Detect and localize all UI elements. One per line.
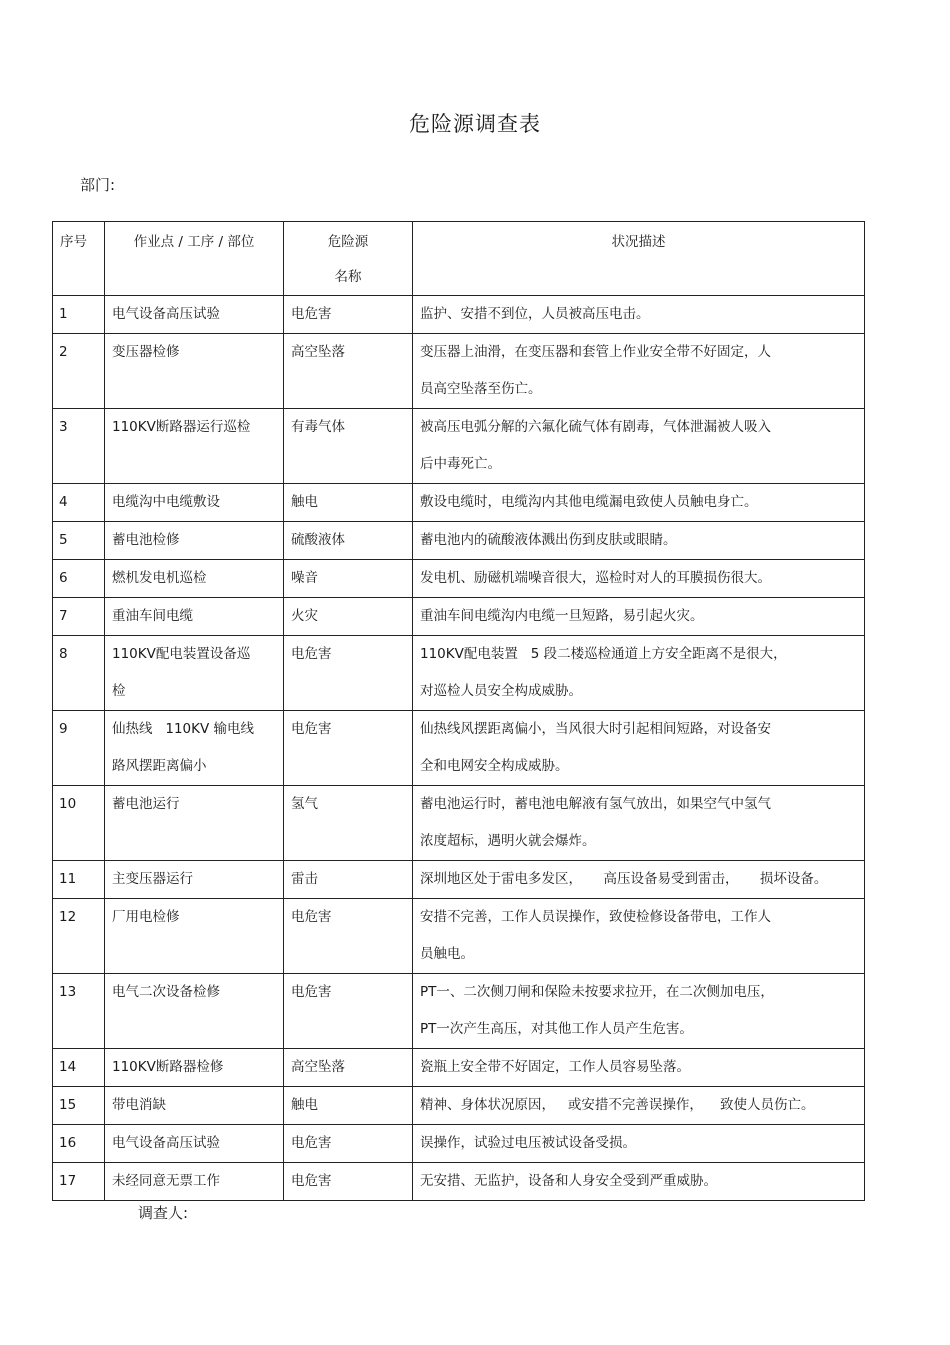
row-hazard: 电危害	[284, 1125, 413, 1163]
row-hazard: 电危害	[284, 899, 413, 974]
row-description: 110KV配电装置 5 段二楼巡检通道上方安全距离不是很大， 对巡检人员安全构成威胁。	[413, 636, 865, 711]
row-description: 精神、身体状况原因， 或安措不完善误操作， 致使人员伤亡。	[413, 1087, 865, 1125]
row-location: 电缆沟中电缆敷设	[105, 484, 284, 522]
row-location: 仙热线 110KV 输电线 路风摆距离偏小	[105, 711, 284, 786]
row-description: 无安措、无监护，设备和人身安全受到严重威胁。	[413, 1163, 865, 1201]
row-description: 敷设电缆时，电缆沟内其他电缆漏电致使人员触电身亡。	[413, 484, 865, 522]
col-header-location: 作业点 / 工序 / 部位	[105, 222, 284, 296]
col-header-hazard: 危险源 名称	[284, 222, 413, 296]
hazard-table	[52, 221, 865, 1201]
table-row	[53, 409, 865, 484]
row-location: 蓄电池运行	[105, 786, 284, 861]
row-description: 蓄电池运行时，蓄电池电解液有氢气放出，如果空气中氢气 浓度超标，遇明火就会爆炸。	[413, 786, 865, 861]
table-row	[53, 296, 865, 334]
row-description: 仙热线风摆距离偏小，当风很大时引起相间短路，对设备安 全和电网安全构成威胁。	[413, 711, 865, 786]
row-location: 110KV断路器检修	[105, 1049, 284, 1087]
table-row	[53, 974, 865, 1049]
table-row	[53, 636, 865, 711]
table-row	[53, 484, 865, 522]
row-hazard: 高空坠落	[284, 1049, 413, 1087]
table-header-row	[53, 222, 865, 296]
table-row	[53, 861, 865, 899]
row-hazard: 触电	[284, 484, 413, 522]
row-number: 11	[53, 861, 105, 899]
col-header-number: 序号	[53, 222, 105, 296]
row-location: 厂用电检修	[105, 899, 284, 974]
table-row	[53, 598, 865, 636]
table-row	[53, 1125, 865, 1163]
row-number: 5	[53, 522, 105, 560]
row-number: 16	[53, 1125, 105, 1163]
row-number: 17	[53, 1163, 105, 1201]
row-location: 未经同意无票工作	[105, 1163, 284, 1201]
document-title: 危险源调查表	[409, 112, 541, 136]
row-description: 蓄电池内的硫酸液体溅出伤到皮肤或眼睛。	[413, 522, 865, 560]
row-number: 9	[53, 711, 105, 786]
row-hazard: 电危害	[284, 296, 413, 334]
inspector-label: 调查人:	[138, 1204, 189, 1222]
table-row	[53, 899, 865, 974]
row-hazard: 噪音	[284, 560, 413, 598]
row-hazard: 硫酸液体	[284, 522, 413, 560]
col-header-description: 状况描述	[413, 222, 865, 296]
table-row	[53, 334, 865, 409]
table-row	[53, 1049, 865, 1087]
row-location: 带电消缺	[105, 1087, 284, 1125]
row-number: 12	[53, 899, 105, 974]
row-hazard: 电危害	[284, 1163, 413, 1201]
row-location: 主变压器运行	[105, 861, 284, 899]
row-location: 电气二次设备检修	[105, 974, 284, 1049]
row-hazard: 高空坠落	[284, 334, 413, 409]
row-hazard: 火灾	[284, 598, 413, 636]
table-row	[53, 1163, 865, 1201]
row-number: 10	[53, 786, 105, 861]
row-location: 电气设备高压试验	[105, 296, 284, 334]
row-number: 1	[53, 296, 105, 334]
row-number: 6	[53, 560, 105, 598]
row-number: 14	[53, 1049, 105, 1087]
department-label: 部门:	[80, 176, 116, 194]
row-description: 变压器上油滑，在变压器和套管上作业安全带不好固定，人 员高空坠落至伤亡。	[413, 334, 865, 409]
row-hazard: 雷击	[284, 861, 413, 899]
table-row	[53, 522, 865, 560]
row-location: 电气设备高压试验	[105, 1125, 284, 1163]
row-description: 重油车间电缆沟内电缆一旦短路，易引起火灾。	[413, 598, 865, 636]
row-location: 蓄电池检修	[105, 522, 284, 560]
row-number: 2	[53, 334, 105, 409]
table-row	[53, 560, 865, 598]
row-description: 发电机、励磁机端噪音很大，巡检时对人的耳膜损伤很大。	[413, 560, 865, 598]
table-row	[53, 1087, 865, 1125]
row-location: 重油车间电缆	[105, 598, 284, 636]
table-row	[53, 786, 865, 861]
row-description: PT一、二次侧刀闸和保险未按要求拉开，在二次侧加电压， PT一次产生高压，对其他工作人员产生危害。	[413, 974, 865, 1049]
row-description: 误操作，试验过电压被试设备受损。	[413, 1125, 865, 1163]
row-hazard: 电危害	[284, 711, 413, 786]
row-description: 监护、安措不到位，人员被高压电击。	[413, 296, 865, 334]
row-hazard: 触电	[284, 1087, 413, 1125]
row-description: 安措不完善，工作人员误操作，致使检修设备带电，工作人 员触电。	[413, 899, 865, 974]
row-hazard: 电危害	[284, 974, 413, 1049]
row-location: 变压器检修	[105, 334, 284, 409]
row-hazard: 氢气	[284, 786, 413, 861]
row-number: 4	[53, 484, 105, 522]
row-location: 110KV断路器运行巡检	[105, 409, 284, 484]
row-number: 13	[53, 974, 105, 1049]
row-description: 瓷瓶上安全带不好固定，工作人员容易坠落。	[413, 1049, 865, 1087]
row-number: 7	[53, 598, 105, 636]
row-description: 被高压电弧分解的六氟化硫气体有剧毒，气体泄漏被人吸入 后中毒死亡。	[413, 409, 865, 484]
row-location: 110KV配电装置设备巡 检	[105, 636, 284, 711]
row-location: 燃机发电机巡检	[105, 560, 284, 598]
row-number: 15	[53, 1087, 105, 1125]
row-number: 8	[53, 636, 105, 711]
row-hazard: 电危害	[284, 636, 413, 711]
row-hazard: 有毒气体	[284, 409, 413, 484]
row-description: 深圳地区处于雷电多发区， 高压设备易受到雷击， 损坏设备。	[413, 861, 865, 899]
row-number: 3	[53, 409, 105, 484]
table-row	[53, 711, 865, 786]
